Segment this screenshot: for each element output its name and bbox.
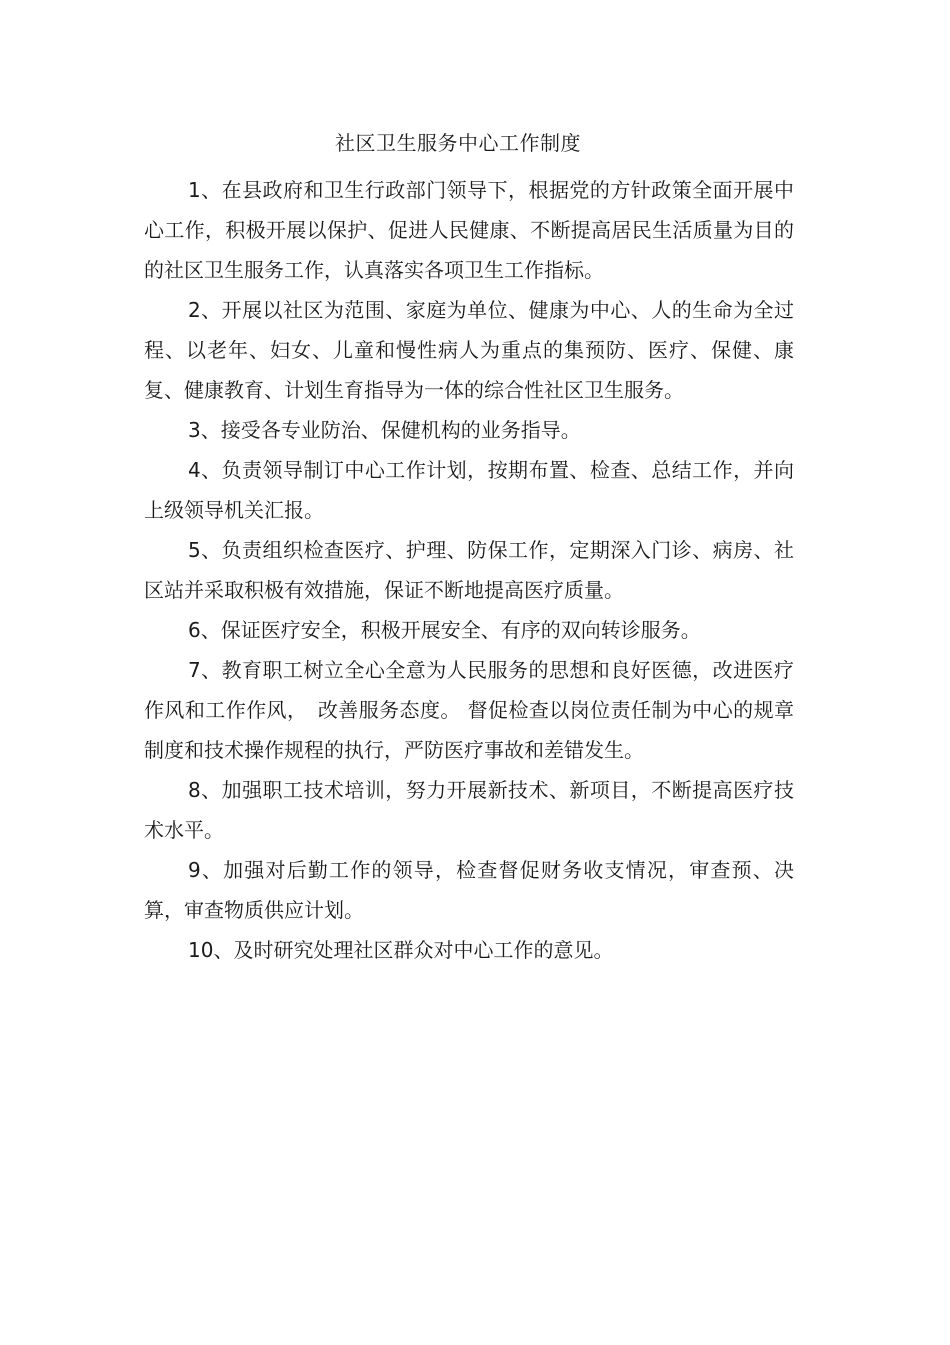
paragraph-5: 5、负责组织检查医疗、护理、防保工作，定期深入门诊、病房、社区站并采取积极有效措施，保证不断地提高医疗质量。 [144,538,794,602]
paragraph-1: 1、在县政府和卫生行政部门领导下，根据党的方针政策全面开展中心工作，积极开展以保护、促进人民健康、不断提高居民生活质量为目的的社区卫生服务工作，认真落实各项卫生工作指标。 [144,178,794,282]
paragraph-10: 10、及时研究处理社区群众对中心工作的意见。 [188,938,614,962]
paragraph-3: 3、接受各专业防治、保健机构的业务指导。 [188,418,581,442]
paragraph-9: 9、加强对后勤工作的领导，检查督促财务收支情况，审查预、决算，审查物质供应计划。 [144,858,794,922]
paragraph-6: 6、保证医疗安全，积极开展安全、有序的双向转诊服务。 [188,618,701,642]
paragraph-7: 7、教育职工树立全心全意为人民服务的思想和良好医德，改进医疗作风和工作作风， 改善服务态度。 督促检查以岗位责任制为中心的规章制度和技术操作规程的执行，严防医疗事故和差错发生。 [144,658,794,762]
paragraph-8: 8、加强职工技术培训，努力开展新技术、新项目，不断提高医疗技术水平。 [144,778,794,842]
document-title: 社区卫生服务中心工作制度 [335,131,581,155]
paragraph-2: 2、开展以社区为范围、家庭为单位、健康为中心、人的生命为全过程、以老年、妇女、儿童和慢性病人为重点的集预防、医疗、保健、康复、健康教育、计划生育指导为一体的综合性社区卫生服务。 [144,298,794,402]
document-body [144,170,794,970]
paragraph-4: 4、负责领导制订中心工作计划，按期布置、检查、总结工作，并向上级领导机关汇报。 [144,458,794,522]
